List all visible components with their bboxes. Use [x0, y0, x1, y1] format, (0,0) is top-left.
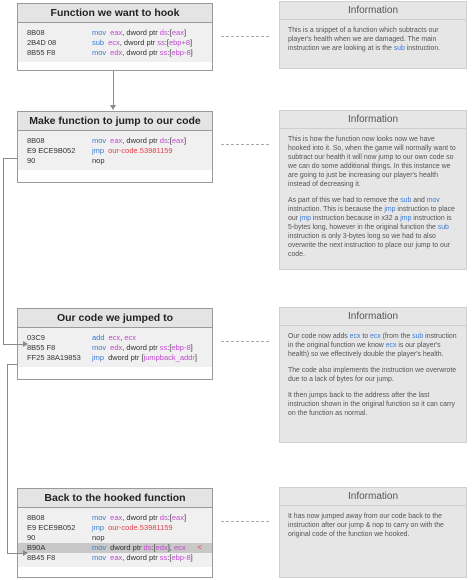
operand-text: , dword ptr: [122, 513, 160, 522]
opcode-bytes: FF25 38A19853: [27, 353, 81, 362]
flow-line: [3, 158, 17, 159]
operand-text: , dword ptr: [119, 38, 158, 47]
operand-text: ]: [190, 343, 193, 352]
mnemonic: mov: [92, 48, 107, 57]
flow-line: [3, 344, 25, 345]
info-paragraph: It then jumps back to the address after the last instruction shown in the original function so it can carry on the function as normal.: [288, 392, 455, 417]
code-block-back: [17, 488, 213, 578]
operand-text: ]: [183, 513, 187, 522]
operand: ebp-8: [171, 553, 191, 562]
code-line: [18, 543, 212, 553]
register: eax: [110, 553, 123, 562]
operand-text: dword ptr: [108, 353, 142, 362]
instruction: [92, 553, 193, 563]
info-paragraph: This is a snippet of a function which subtracts our player's health when we are damaged. The main instruction we are looking at is the sub instruction.: [288, 27, 441, 52]
register: edx: [110, 48, 123, 57]
instruction: [92, 156, 105, 166]
register: eax: [110, 513, 123, 522]
operand-text: ]: [190, 553, 193, 562]
keyword: jmp: [400, 215, 412, 222]
operand-text: ]: [183, 28, 187, 37]
register: eax: [110, 28, 123, 37]
opcode-bytes: 03C9: [27, 333, 45, 342]
operand-text: ]: [183, 136, 187, 145]
segment: ds: [159, 513, 168, 522]
operand-text: :[: [167, 28, 172, 37]
segment: ds: [143, 543, 152, 552]
mnemonic: mov: [92, 553, 107, 562]
segment: ss: [157, 38, 165, 47]
operand-text: :[: [167, 513, 172, 522]
segment: ds: [159, 28, 168, 37]
mnemonic: mov: [92, 136, 107, 145]
instruction: [92, 333, 136, 343]
segment: ss: [159, 553, 168, 562]
instruction: [92, 533, 105, 543]
back-arrow-icon: <: [197, 543, 202, 552]
code-listing: [18, 23, 212, 62]
code-line: [27, 353, 204, 363]
opcode-bytes: 8B45 F8: [27, 553, 56, 562]
operand-text: , dword ptr: [122, 28, 160, 37]
code-block-original: [17, 3, 213, 71]
instruction: [92, 353, 197, 363]
segment: ss: [159, 48, 168, 57]
opcode-bytes: 8B08: [27, 28, 45, 37]
info-title: Information: [280, 308, 466, 326]
instruction: [92, 136, 186, 146]
opcode-bytes: 8B08: [27, 136, 45, 145]
operand-text: , dword ptr: [122, 343, 160, 352]
info-panel-1: [279, 1, 467, 69]
register: ecx: [108, 38, 120, 47]
instruction: [92, 48, 193, 58]
arrow-down-icon: [110, 105, 116, 110]
info-paragraph: The code also implements the instruction we overwrote due to a lack of bytes for our jump.: [288, 367, 457, 383]
code-listing: [18, 131, 212, 170]
info-panel-3: [279, 307, 467, 443]
operand-text: :[: [167, 553, 172, 562]
segment: ds: [159, 136, 168, 145]
instruction: [92, 38, 192, 48]
operand-text: dword ptr: [110, 543, 144, 552]
operand-text: ],: [167, 543, 174, 552]
operand-text: , dword ptr: [122, 553, 160, 562]
opcode-bytes: 90: [27, 533, 36, 542]
operand: eax: [171, 28, 184, 37]
code-listing: [18, 508, 212, 567]
opcode-bytes: 8B08: [27, 513, 45, 522]
block-title: Make function to jump to our code: [18, 112, 212, 131]
code-line: [27, 553, 204, 563]
code-line: [27, 28, 204, 38]
info-paragraph: This is how the function now looks now we have hooked into it. So, when the game will normally want to subtract our health it will now jump to our own code so we can do some additional things. In this instance we are going to just be increasing our player's health instead of decreasing it.: [288, 136, 456, 188]
jump-target: our-code.53981159: [108, 523, 173, 532]
instruction: [92, 523, 173, 533]
code-block-hooked: [17, 111, 213, 183]
code-line: [27, 136, 204, 146]
operand: ebp-8: [171, 343, 191, 352]
opcode-bytes: E9 ECE9B052: [27, 523, 76, 532]
mnemonic: mov: [92, 343, 107, 352]
mnemonic: sub: [92, 38, 105, 47]
mnemonic: nop: [92, 533, 105, 542]
instruction: [92, 513, 186, 523]
operand: edx: [155, 543, 168, 552]
mnemonic: mov: [92, 513, 107, 522]
keyword: mov: [426, 197, 440, 204]
keyword: sub: [437, 224, 449, 231]
operand-text: :[: [151, 543, 156, 552]
register: ecx: [173, 543, 186, 552]
info-title: Information: [280, 111, 466, 129]
keyword: sub: [400, 197, 412, 204]
code-line: [27, 513, 204, 523]
keyword: ecx: [349, 333, 361, 340]
operand-text: :[: [167, 48, 172, 57]
block-title: Function we want to hook: [18, 4, 212, 23]
info-title: Information: [280, 488, 466, 506]
mnemonic: jmp: [92, 353, 105, 362]
arrow-right-icon: [23, 550, 28, 556]
info-panel-2: [279, 110, 467, 270]
operand: ebp+8: [168, 38, 191, 47]
info-panel-4: [279, 487, 467, 578]
flow-line: [113, 71, 114, 106]
mnemonic: jmp: [92, 146, 105, 155]
segment: ss: [159, 343, 168, 352]
dashed-connector: [221, 341, 269, 342]
opcode-bytes: 2B4D 08: [27, 38, 57, 47]
keyword: ecx: [369, 333, 381, 340]
keyword: ecx: [385, 342, 397, 349]
mnemonic: mov: [92, 543, 107, 552]
opcode-bytes: E9 ECE9B052: [27, 146, 76, 155]
operand-text: ]: [194, 353, 197, 362]
instruction: [92, 28, 186, 38]
mnemonic: nop: [92, 156, 105, 165]
code-listing: [18, 328, 212, 367]
info-paragraph: Our code now adds ecx to ecx (from the sub instruction in the original function we know ecx is our player's health) so we effectively double the player's health.: [288, 333, 457, 358]
operand-text: :[: [167, 136, 172, 145]
code-line: [27, 533, 204, 543]
operand-text: , dword ptr: [122, 136, 160, 145]
register: edx: [110, 343, 123, 352]
info-text: [280, 326, 466, 424]
dashed-connector: [221, 521, 269, 522]
opcode-bytes: B90A: [27, 543, 46, 552]
operand: eax: [171, 513, 184, 522]
code-line: [27, 333, 204, 343]
keyword: jmp: [299, 215, 311, 222]
instruction: [92, 146, 173, 156]
code-block-our-code: [17, 308, 213, 380]
operand-text: :[: [164, 38, 169, 47]
jump-target: our-code.53981159: [108, 146, 173, 155]
info-paragraph: As part of this we had to remove the sub and mov instruction. This is because the jmp instruction to place our jmp instruction because in x32 a jmp instruction is 5-bytes long, however in the original function the sub instruction is only 3-bytes long so we had to also overwrite the next instruction to place our jump to our code.: [288, 197, 455, 258]
dashed-connector: [221, 36, 269, 37]
operand-text: [: [141, 353, 144, 362]
flow-line: [7, 364, 17, 365]
arrow-right-icon: [23, 341, 28, 347]
operand-text: ,: [120, 333, 125, 342]
opcode-bytes: 8B55 F8: [27, 48, 56, 57]
info-title: Information: [280, 2, 466, 20]
operand-text: :[: [167, 343, 172, 352]
block-title: Back to the hooked function: [18, 489, 212, 508]
flow-line: [3, 158, 4, 344]
keyword: sub: [393, 45, 405, 52]
dashed-connector: [221, 144, 269, 145]
opcode-bytes: 8B55 F8: [27, 343, 56, 352]
keyword: sub: [412, 333, 424, 340]
operand: ecx: [124, 333, 137, 342]
operand: eax: [171, 136, 184, 145]
operand: jumpback_addr: [143, 353, 195, 362]
mnemonic: mov: [92, 28, 107, 37]
code-line: [27, 48, 204, 58]
register: eax: [110, 136, 123, 145]
mnemonic: jmp: [92, 523, 105, 532]
operand-text: , dword ptr: [122, 48, 160, 57]
code-line: [27, 523, 204, 533]
operand: ebp-8: [171, 48, 191, 57]
flow-line: [7, 364, 8, 553]
operand-text: ]: [190, 38, 193, 47]
info-text: [280, 506, 466, 545]
block-title: Our code we jumped to: [18, 309, 212, 328]
info-paragraph: It has now jumped away from our code back to the instruction after our jump & nop to carry on with the original code of the function we hooked.: [288, 513, 444, 538]
instruction: [92, 343, 193, 353]
info-text: [280, 129, 466, 265]
code-line: [27, 38, 204, 48]
register: ecx: [108, 333, 121, 342]
mnemonic: add: [92, 333, 105, 342]
code-line: [27, 343, 204, 353]
operand-text: ]: [190, 48, 193, 57]
opcode-bytes: 90: [27, 156, 36, 165]
keyword: jmp: [384, 206, 396, 213]
code-line: [27, 156, 204, 166]
info-text: [280, 20, 466, 59]
instruction: [92, 543, 186, 553]
code-line: [27, 146, 204, 156]
